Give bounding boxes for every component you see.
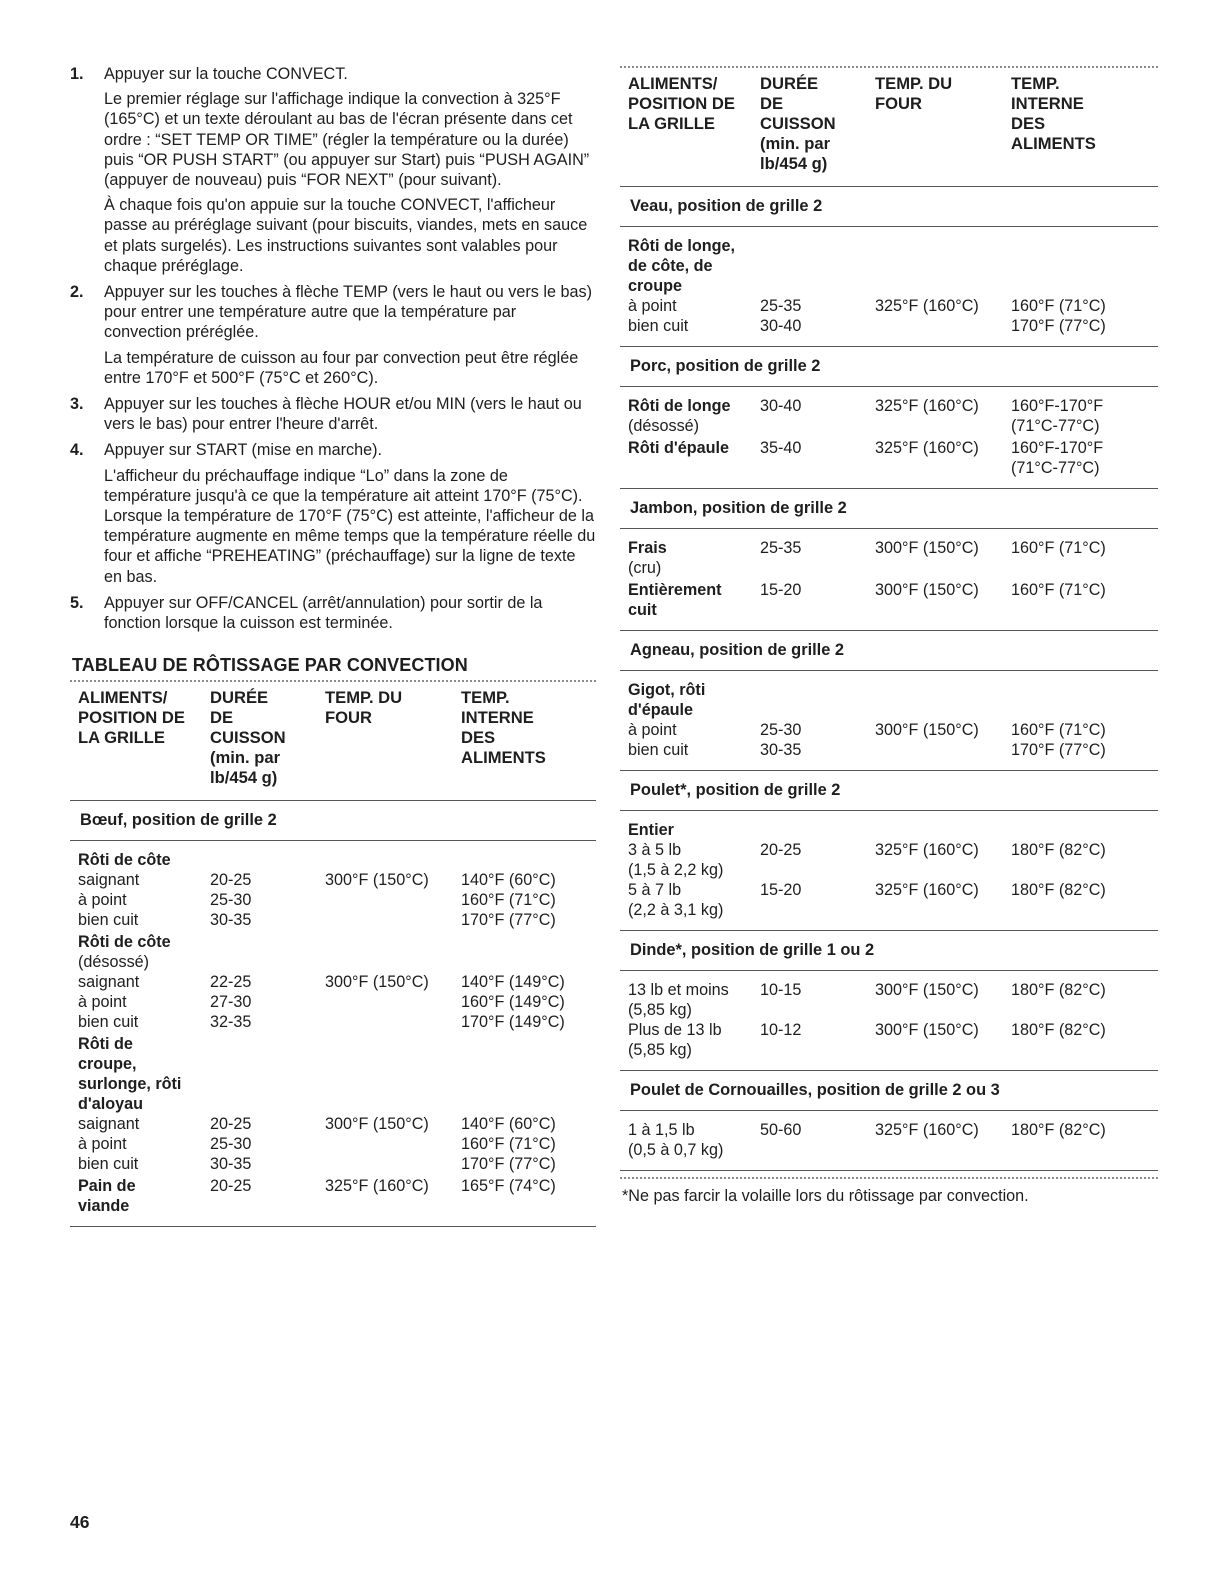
cell-food: (0,5 à 0,7 kg) [628, 1141, 724, 1159]
header-internal-temp: TEMP. INTERNE DES ALIMENTS [1011, 74, 1096, 153]
cell-duration: 50-60 [760, 1121, 802, 1139]
table-row [620, 236, 1158, 296]
cell-food: saignant [78, 1115, 140, 1134]
step-number: 5. [70, 593, 84, 612]
cell-internal-temp: 180°F (82°C) [1011, 881, 1106, 899]
cell-internal-temp [1011, 1140, 1158, 1160]
cell-duration [210, 952, 325, 972]
cell-internal-temp: 170°F (77°C) [461, 1155, 556, 1174]
cell-internal-temp: (71°C-77°C) [1011, 417, 1100, 435]
section-body [620, 529, 1158, 630]
cell-oven-temp [875, 1000, 1011, 1020]
cell-food: bien cuit [78, 911, 139, 930]
cell-oven-temp [325, 992, 461, 1012]
cell-duration [210, 932, 325, 952]
cell-food: Gigot, rôti d'épaule [628, 681, 706, 719]
cell-food: Rôti de longe, de côte, de croupe [628, 237, 736, 295]
cell-duration [760, 1140, 875, 1160]
cell-food: à point [628, 721, 677, 739]
cell-food: Plus de 13 lb [628, 1021, 722, 1039]
chart-item [620, 438, 1158, 478]
cell-duration: 30-40 [760, 397, 802, 415]
cell-internal-temp: 160°F-170°F [1011, 397, 1104, 415]
cell-duration: 22-25 [210, 973, 252, 992]
cell-internal-temp [461, 850, 596, 870]
cell-internal-temp: 180°F (82°C) [1011, 981, 1106, 999]
cell-food: Rôti de côte [78, 851, 171, 870]
cell-internal-temp [1011, 900, 1158, 920]
cell-food: 13 lb et moins [628, 981, 729, 999]
cell-internal-temp [1011, 1040, 1158, 1060]
cell-oven-temp [325, 890, 461, 910]
section-title: Porc, position de grille 2 [630, 357, 821, 375]
table-row [70, 1114, 596, 1134]
table-row [70, 910, 596, 930]
cell-food: bien cuit [628, 317, 689, 335]
table-row [620, 1140, 1158, 1160]
table-row [620, 860, 1158, 880]
cell-duration [760, 1000, 875, 1020]
cell-duration: 32-35 [210, 1013, 252, 1032]
cell-internal-temp: 170°F (77°C) [461, 911, 556, 930]
section-body [620, 1111, 1158, 1170]
cell-food: (désossé) [78, 953, 150, 972]
cell-oven-temp: 300°F (150°C) [325, 973, 429, 992]
cell-food: Pain de viande [78, 1177, 136, 1216]
chart-header [620, 68, 1158, 186]
table-row [70, 992, 596, 1012]
chart-item [620, 580, 1158, 620]
cell-oven-temp: 325°F (160°C) [875, 881, 979, 899]
header-food: ALIMENTS/ POSITION DE LA GRILLE [628, 74, 735, 133]
cell-oven-temp: 300°F (150°C) [875, 581, 979, 599]
page-number: 46 [70, 1512, 90, 1532]
table-row [70, 1154, 596, 1174]
step-paragraph: Appuyer sur START (mise en marche). [104, 441, 382, 460]
cell-oven-temp: 300°F (150°C) [325, 1115, 429, 1134]
cell-food: (désossé) [628, 417, 700, 435]
section-title: Bœuf, position de grille 2 [80, 811, 277, 830]
header-duration: DURÉE DE CUISSON (min. par lb/454 g) [210, 688, 286, 788]
cell-internal-temp: 160°F (71°C) [1011, 297, 1106, 315]
step-number: 2. [70, 283, 84, 302]
cell-food: (5,85 kg) [628, 1041, 692, 1059]
cell-internal-temp [1011, 860, 1158, 880]
section-body [70, 841, 596, 1226]
table-row [620, 396, 1158, 416]
footnote: *Ne pas farcir la volaille lors du rôtissage par convection. [622, 1187, 1029, 1205]
cell-food: Rôti de longe [628, 397, 731, 415]
cell-food: Entièrement cuit [628, 581, 722, 619]
table-row [70, 1134, 596, 1154]
instruction-step [70, 64, 596, 276]
step-paragraph: Appuyer sur la touche CONVECT. [104, 65, 348, 83]
cell-oven-temp [325, 1012, 461, 1032]
cell-duration: 20-25 [210, 1177, 252, 1196]
cell-internal-temp [1011, 1000, 1158, 1020]
cell-oven-temp: 300°F (150°C) [875, 1021, 979, 1039]
table-row [620, 680, 1158, 720]
table-row [620, 558, 1158, 578]
dotted-divider [620, 1177, 1158, 1179]
cell-duration: 25-35 [760, 297, 802, 315]
table-row [620, 316, 1158, 336]
table-row [620, 1040, 1158, 1060]
cell-food: à point [78, 891, 127, 910]
roasting-chart-right [620, 68, 1158, 1171]
step-number: 1. [70, 65, 84, 83]
table-row [70, 870, 596, 890]
step-paragraph: À chaque fois qu'on appuie sur la touche CONVECT, l'afficheur passe au préréglage suivant (pour biscuits, viandes, mets en sauce et plats surgelés). Les instructions suivantes sont valables pour chaque préréglage. [104, 196, 588, 275]
cell-oven-temp [875, 900, 1011, 920]
cell-oven-temp [325, 932, 461, 952]
cell-oven-temp [325, 910, 461, 930]
header-duration: DURÉE DE CUISSON (min. par lb/454 g) [760, 74, 836, 173]
cell-oven-temp: 325°F (160°C) [875, 397, 979, 415]
header-oven-temp: TEMP. DU FOUR [325, 688, 403, 728]
table-row [70, 1034, 596, 1114]
section-rule [620, 1170, 1158, 1171]
table-row [620, 1020, 1158, 1040]
chart-item [620, 820, 1158, 920]
cell-internal-temp: 180°F (82°C) [1011, 1021, 1106, 1039]
cell-internal-temp: 160°F (71°C) [1011, 539, 1106, 557]
instruction-step [70, 282, 596, 388]
cell-duration: 25-30 [210, 891, 252, 910]
left-column [70, 64, 596, 1227]
step-paragraph: Appuyer sur OFF/CANCEL (arrêt/annulation) pour sortir de la fonction lorsque la cuisson est terminée. [104, 593, 543, 633]
instruction-step [70, 394, 596, 434]
cell-internal-temp: 180°F (82°C) [1011, 1121, 1106, 1139]
cell-oven-temp [325, 850, 461, 870]
cell-oven-temp: 325°F (160°C) [875, 1121, 979, 1139]
cell-internal-temp: 165°F (74°C) [461, 1177, 556, 1196]
cell-food: (5,85 kg) [628, 1001, 692, 1019]
cell-duration [760, 558, 875, 578]
chart-item [620, 236, 1158, 336]
chart-header [70, 682, 596, 800]
section-rule [70, 1226, 596, 1227]
chart-item [70, 932, 596, 1032]
cell-oven-temp [325, 1034, 461, 1114]
cell-oven-temp [875, 458, 1011, 478]
chart-sections [620, 186, 1158, 1171]
table-row [620, 296, 1158, 316]
cell-internal-temp [1011, 236, 1158, 296]
instruction-steps [70, 64, 596, 633]
cell-oven-temp [325, 952, 461, 972]
cell-oven-temp: 300°F (150°C) [325, 871, 429, 890]
cell-food: bien cuit [78, 1013, 139, 1032]
section-body [620, 671, 1158, 770]
cell-internal-temp [461, 1034, 596, 1114]
section-title: Agneau, position de grille 2 [630, 641, 845, 659]
cell-oven-temp [875, 820, 1011, 840]
section-body [620, 971, 1158, 1070]
header-oven-temp: TEMP. DU FOUR [875, 74, 953, 113]
table-row [620, 720, 1158, 740]
table-row [620, 580, 1158, 620]
step-paragraph: Appuyer sur les touches à flèche TEMP (vers le haut ou vers le bas) pour entrer une température autre que la température par convection préréglée. [104, 283, 592, 342]
cell-duration: 25-30 [210, 1135, 252, 1154]
table-row [70, 932, 596, 952]
cell-food: (1,5 à 2,2 kg) [628, 861, 724, 879]
table-title: TABLEAU DE RÔTISSAGE PAR CONVECTION [72, 655, 468, 676]
cell-internal-temp [461, 932, 596, 952]
cell-oven-temp: 325°F (160°C) [875, 841, 979, 859]
cell-food: saignant [78, 973, 140, 992]
chart-item [620, 680, 1158, 760]
cell-internal-temp: 160°F (149°C) [461, 993, 565, 1012]
cell-food: Entier [628, 821, 674, 839]
table-row [620, 740, 1158, 760]
cell-food: 5 à 7 lb [628, 881, 682, 899]
cell-food: bien cuit [628, 741, 689, 759]
cell-internal-temp: 140°F (149°C) [461, 973, 565, 992]
cell-food: à point [628, 297, 677, 315]
cell-duration: 20-25 [760, 841, 802, 859]
cell-oven-temp [875, 558, 1011, 578]
table-row [70, 1012, 596, 1032]
cell-duration: 15-20 [760, 581, 802, 599]
cell-oven-temp [875, 416, 1011, 436]
chart-item [70, 1176, 596, 1216]
table-row [70, 952, 596, 972]
section-title: Poulet*, position de grille 2 [630, 781, 841, 799]
step-number: 3. [70, 395, 84, 414]
cell-oven-temp [875, 316, 1011, 336]
cell-internal-temp [1011, 680, 1158, 720]
section-title: Poulet de Cornouailles, position de grille 2 ou 3 [630, 1081, 1000, 1099]
cell-internal-temp: 170°F (77°C) [1011, 317, 1106, 335]
section-body [620, 387, 1158, 488]
cell-oven-temp: 300°F (150°C) [875, 721, 979, 739]
table-row [620, 458, 1158, 478]
cell-oven-temp: 325°F (160°C) [875, 297, 979, 315]
header-food: ALIMENTS/ POSITION DE LA GRILLE [78, 688, 185, 748]
cell-duration: 10-12 [760, 1021, 802, 1039]
chart-item [620, 396, 1158, 436]
cell-food: 1 à 1,5 lb [628, 1121, 695, 1139]
chart-sections [70, 800, 596, 1227]
chart-item [620, 538, 1158, 578]
cell-internal-temp: 160°F (71°C) [461, 891, 556, 910]
right-column [620, 64, 1158, 1206]
cell-duration: 30-35 [210, 911, 252, 930]
table-row [620, 538, 1158, 558]
cell-duration: 20-25 [210, 1115, 252, 1134]
cell-internal-temp: 160°F (71°C) [1011, 721, 1106, 739]
cell-duration [760, 458, 875, 478]
table-row [620, 880, 1158, 900]
chart-item [70, 1034, 596, 1174]
roasting-chart-left [70, 682, 596, 1227]
header-internal-temp: TEMP. INTERNE DES ALIMENTS [461, 688, 546, 768]
cell-oven-temp [325, 1154, 461, 1174]
cell-food: saignant [78, 871, 140, 890]
cell-duration: 27-30 [210, 993, 252, 1012]
cell-internal-temp: 140°F (60°C) [461, 1115, 556, 1134]
cell-internal-temp: 160°F-170°F [1011, 439, 1104, 457]
step-paragraph: Le premier réglage sur l'affichage indique la convection à 325°F (165°C) et un texte déroulant au bas de l'écran présente dans cet ordre : “SET TEMP OR TIME” (régler la température ou la durée) puis “OR PUSH START” (ou appuyer sur Start) puis “PUSH AGAIN” (appuyer de nouveau) puis “FOR NEXT” (pour suivant). [104, 90, 590, 190]
cell-duration: 10-15 [760, 981, 802, 999]
cell-food: Rôti d'épaule [628, 439, 729, 457]
section-title: Dinde*, position de grille 1 ou 2 [630, 941, 875, 959]
cell-internal-temp: 160°F (71°C) [461, 1135, 556, 1154]
chart-item [620, 980, 1158, 1060]
cell-oven-temp [875, 680, 1011, 720]
table-row [70, 890, 596, 910]
cell-duration: 20-25 [210, 871, 252, 890]
table-row [70, 1176, 596, 1216]
cell-duration: 25-35 [760, 539, 802, 557]
cell-oven-temp: 300°F (150°C) [875, 539, 979, 557]
cell-oven-temp: 325°F (160°C) [875, 439, 979, 457]
chart-item [70, 850, 596, 930]
cell-oven-temp [875, 1040, 1011, 1060]
cell-food [620, 458, 760, 478]
chart-item [620, 1120, 1158, 1160]
table-row [620, 840, 1158, 860]
cell-food: Frais [628, 539, 667, 557]
cell-duration [760, 416, 875, 436]
step-paragraph: L'afficheur du préchauffage indique “Lo” dans la zone de température jusqu'à ce que la température ait atteint 170°F (75°C). Lorsque la température de 170°F (75°C) est atteinte, l'afficheur de la température augmente en même temps que la température réelle du four et affiche “PREHEATING” (préchauffage) sur la ligne de texte en bas. [104, 466, 596, 586]
instruction-step [70, 440, 596, 586]
section-body [620, 227, 1158, 346]
cell-internal-temp: 170°F (77°C) [1011, 741, 1106, 759]
cell-internal-temp [1011, 558, 1158, 578]
cell-duration: 35-40 [760, 439, 802, 457]
section-title: Veau, position de grille 2 [630, 197, 823, 215]
table-row [620, 820, 1158, 840]
table-row [620, 416, 1158, 436]
cell-oven-temp [875, 740, 1011, 760]
instruction-step [70, 593, 596, 633]
step-paragraph: La température de cuisson au four par convection peut être réglée entre 170°F et 500°F (75°C et 260°C). [104, 348, 579, 387]
cell-duration [760, 860, 875, 880]
cell-internal-temp: 140°F (60°C) [461, 871, 556, 890]
cell-duration [760, 236, 875, 296]
cell-duration [760, 1040, 875, 1060]
table-row [620, 900, 1158, 920]
cell-duration: 30-35 [760, 741, 802, 759]
table-row [620, 1000, 1158, 1020]
cell-duration: 30-40 [760, 317, 802, 335]
cell-internal-temp: 160°F (71°C) [1011, 581, 1106, 599]
cell-oven-temp [875, 1140, 1011, 1160]
table-row [70, 972, 596, 992]
cell-oven-temp: 325°F (160°C) [325, 1177, 429, 1196]
cell-duration [760, 820, 875, 840]
cell-food: 3 à 5 lb [628, 841, 682, 859]
cell-food: Rôti de croupe, surlonge, rôti d'aloyau [78, 1035, 182, 1114]
section-body [620, 811, 1158, 930]
table-row [620, 438, 1158, 458]
cell-food: (cru) [628, 559, 662, 577]
cell-duration: 25-30 [760, 721, 802, 739]
cell-food: à point [78, 1135, 127, 1154]
step-paragraph: Appuyer sur les touches à flèche HOUR et/ou MIN (vers le haut ou vers le bas) pour entrer l'heure d'arrêt. [104, 395, 582, 434]
cell-internal-temp [461, 952, 596, 972]
cell-duration: 15-20 [760, 881, 802, 899]
cell-duration: 30-35 [210, 1155, 252, 1174]
cell-duration [210, 850, 325, 870]
cell-food: Rôti de côte [78, 933, 171, 952]
cell-duration [210, 1034, 325, 1114]
cell-oven-temp [875, 236, 1011, 296]
cell-internal-temp [1011, 820, 1158, 840]
cell-internal-temp: 170°F (149°C) [461, 1013, 565, 1032]
cell-oven-temp: 300°F (150°C) [875, 981, 979, 999]
table-row [620, 1120, 1158, 1140]
section-title: Jambon, position de grille 2 [630, 499, 847, 517]
cell-food: à point [78, 993, 127, 1012]
table-row [620, 980, 1158, 1000]
table-row [70, 850, 596, 870]
cell-duration [760, 900, 875, 920]
cell-food: (2,2 à 3,1 kg) [628, 901, 724, 919]
cell-food: bien cuit [78, 1155, 139, 1174]
cell-internal-temp: (71°C-77°C) [1011, 459, 1100, 477]
cell-oven-temp [875, 860, 1011, 880]
cell-duration [760, 680, 875, 720]
cell-internal-temp: 180°F (82°C) [1011, 841, 1106, 859]
step-number: 4. [70, 441, 84, 460]
cell-oven-temp [325, 1134, 461, 1154]
